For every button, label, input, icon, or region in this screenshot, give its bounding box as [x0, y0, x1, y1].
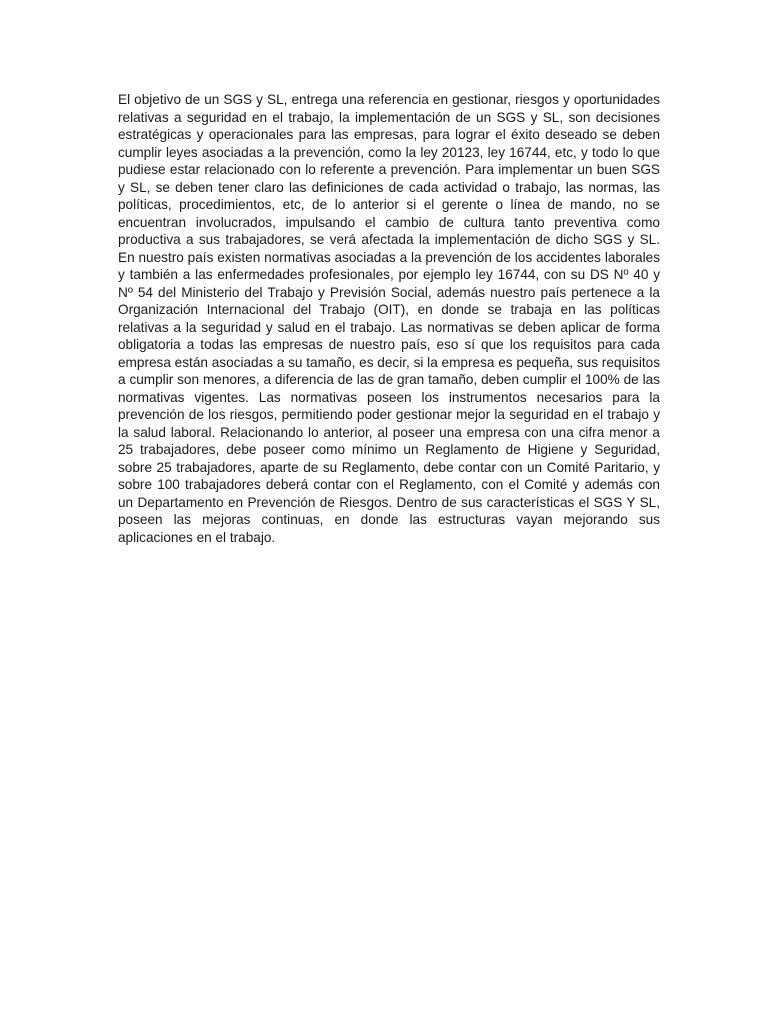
body-paragraph: El objetivo de un SGS y SL, entrega una referencia en gestionar, riesgos y oportunidades relativas a seguridad en el trabajo, la implementación de un SGS y SL, son decisiones estratégicas y operacionales para las empresas, para lograr el éxito deseado se deben cumplir leyes asociadas a la prevención, como la ley 20123, ley 16744, etc, y todo lo que pudiese estar relacionado con lo referente a prevención. Para implementar un buen SGS y SL, se deben tener claro las definiciones de cada actividad o trabajo, las normas, las políticas, procedimientos, etc, de lo anterior si el gerente o línea de mando, no se encuentran involucrados, impulsando el cambio de cultura tanto preventiva como productiva a sus trabajadores, se verá afectada la implementación de dicho SGS y SL. En nuestro país existen normativas asociadas a la prevención de los accidentes laborales y también a las enfermedades profesionales, por ejemplo ley 16744, con su DS Nº 40 y Nº 54 del Ministerio del Trabajo y Previsión Social, además nuestro país pertenece a la Organización Internacional del Trabajo (OIT), en donde se trabaja en las políticas relativas a la seguridad y salud en el trabajo. Las normativas se deben aplicar de forma obligatoria a todas las empresas de nuestro país, eso sí que los requisitos para cada empresa están asociadas a su tamaño, es decir, si la empresa es pequeña, sus requisitos a cumplir son menores, a diferencia de las de gran tamaño, deben cumplir el 100% de las normativas vigentes. Las normativas poseen los instrumentos necesarios para la prevención de los riesgos, permitiendo poder gestionar mejor la seguridad en el trabajo y la salud laboral. Relacionando lo anterior, al poseer una empresa con una cifra menor a 25 trabajadores, debe poseer como mínimo un Reglamento de Higiene y Seguridad, sobre 25 trabajadores, aparte de su Reglamento, debe contar con un Comité Paritario, y sobre 100 trabajadores deberá contar con el Reglamento, con el Comité y además con un Departamento en Prevención de Riesgos. Dentro de sus características el SGS Y SL, poseen las mejoras continuas, en donde las estructuras vayan mejorando sus aplicaciones en el trabajo. — [118, 92, 660, 545]
